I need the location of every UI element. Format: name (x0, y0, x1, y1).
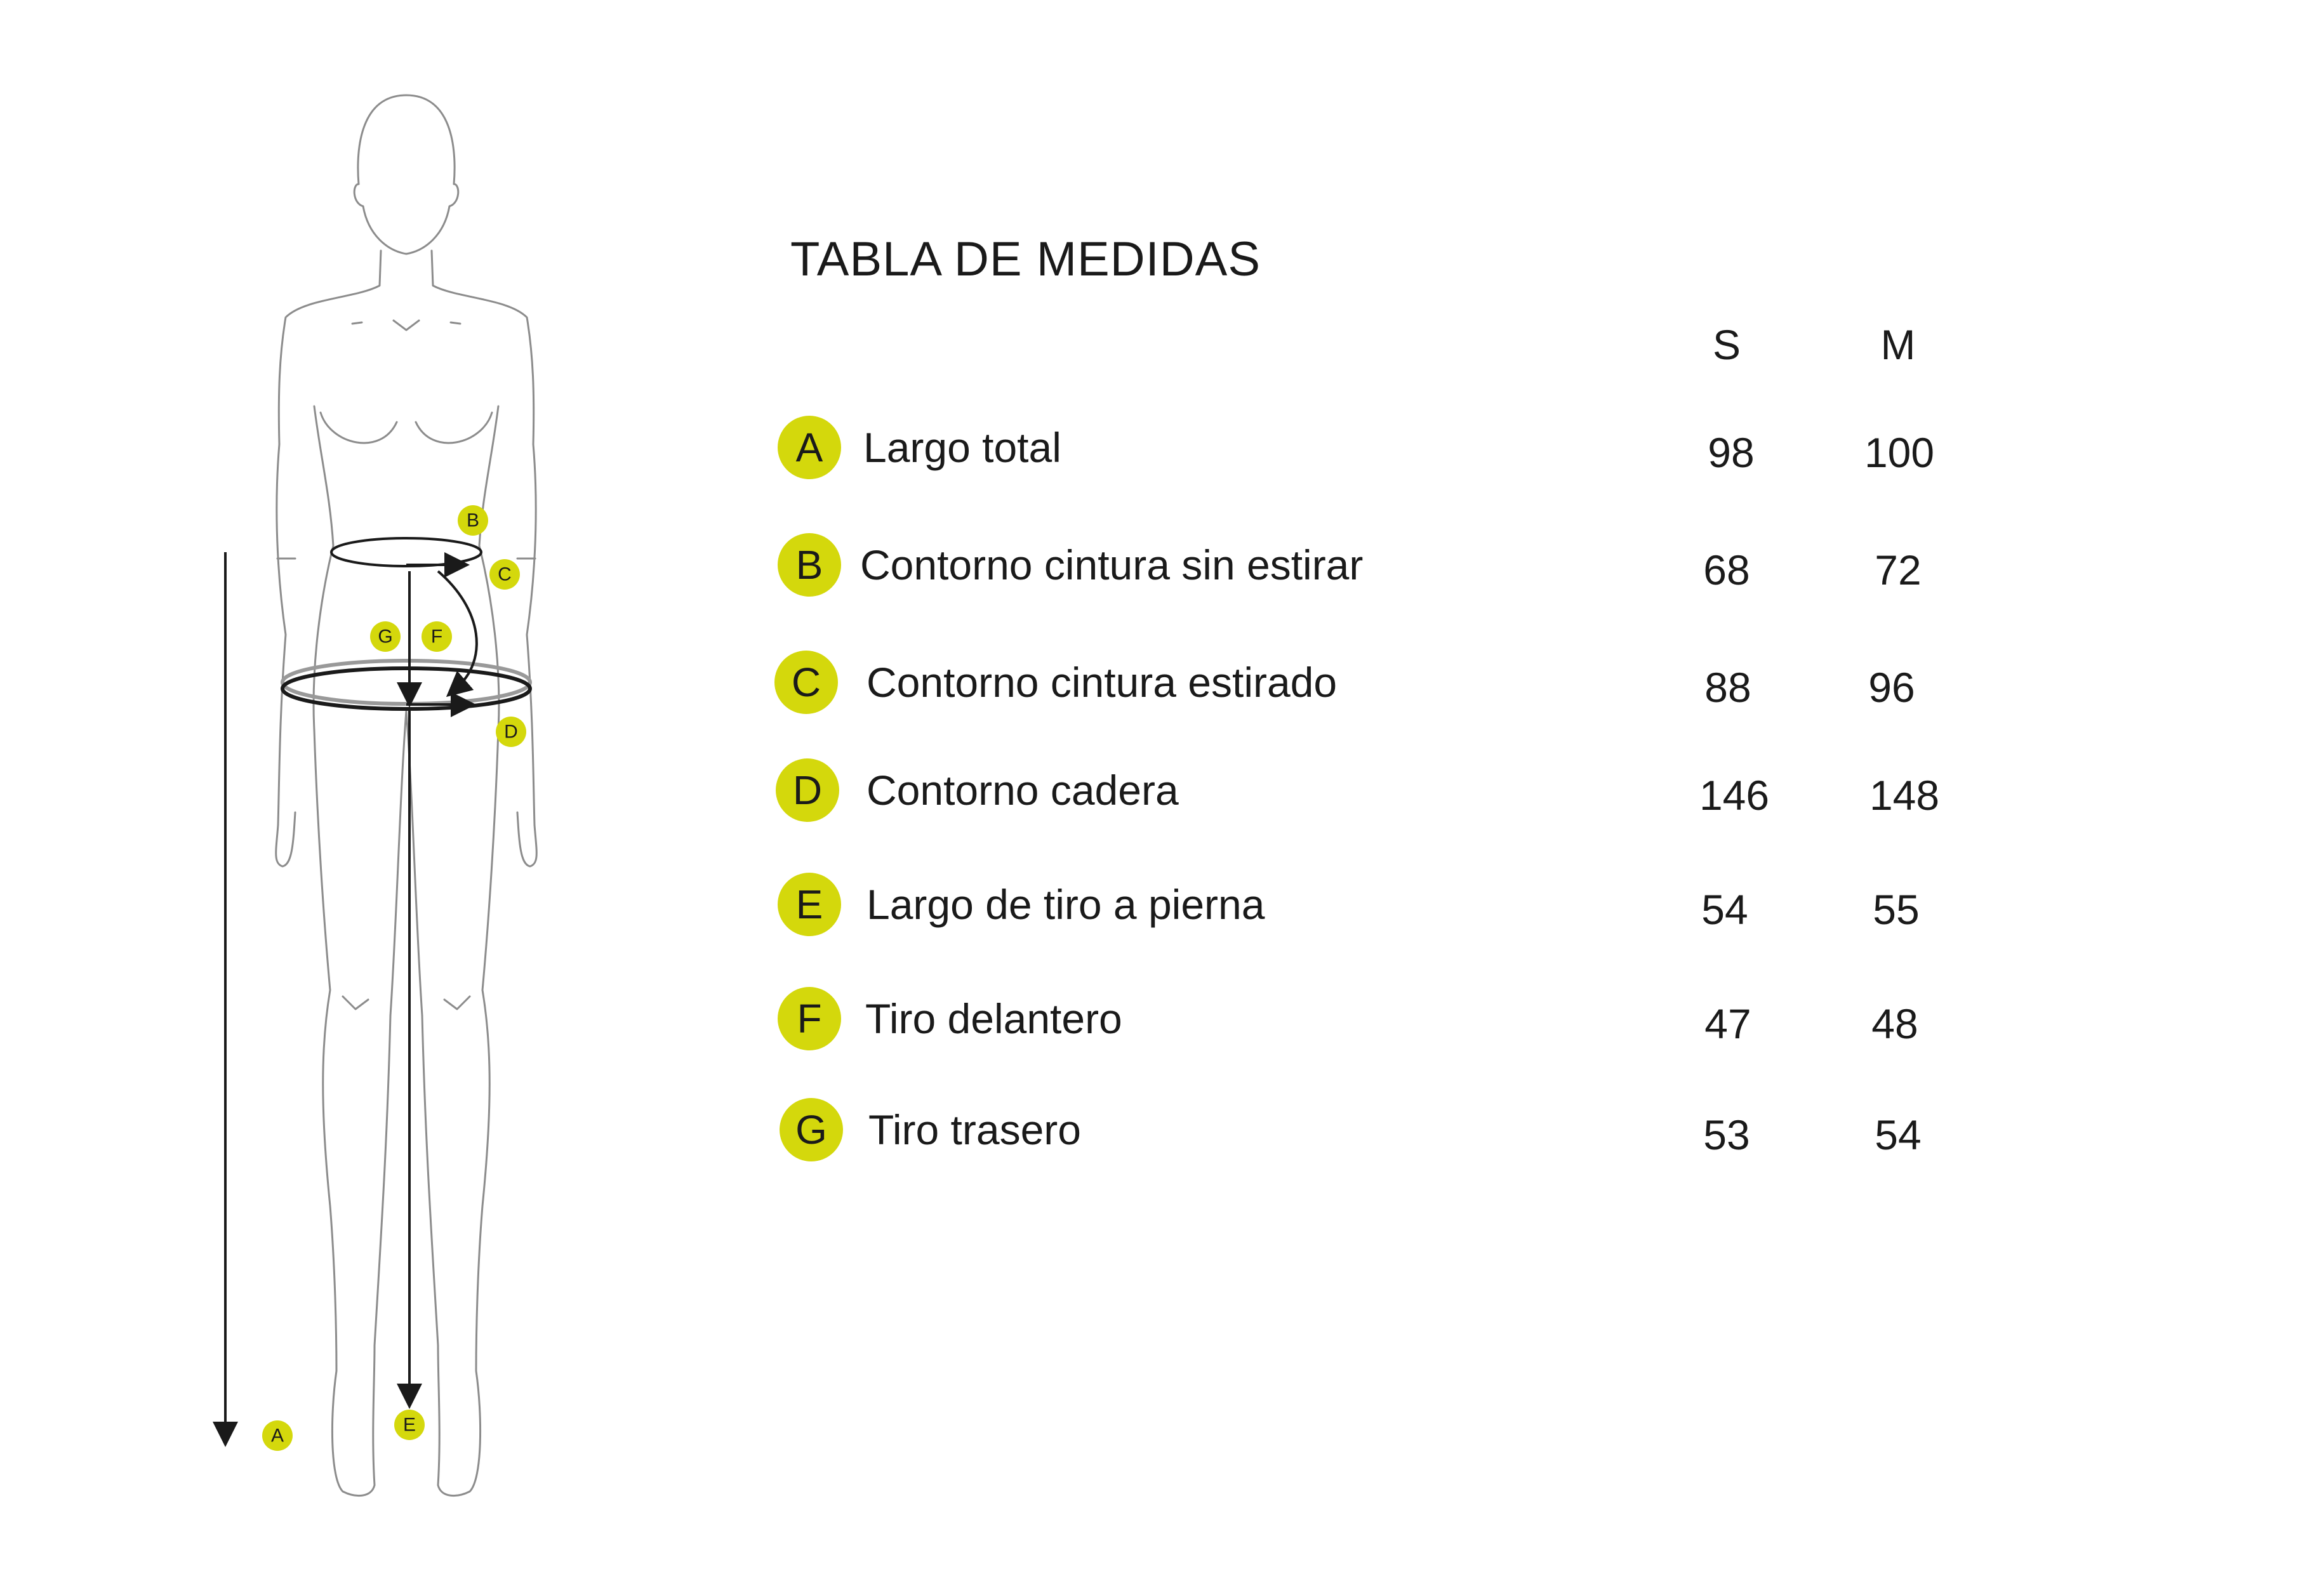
marker-b-label: B (466, 510, 480, 531)
row-value-s: 98 (1708, 429, 1755, 476)
row-badge: G (780, 1098, 843, 1161)
size-header-m: M (1880, 321, 1916, 368)
row-label: Tiro delantero (865, 995, 1122, 1042)
marker-e-label: E (402, 1414, 416, 1436)
row-value-m: 148 (1869, 772, 1940, 819)
table-title: TABLA DE MEDIDAS (790, 232, 1261, 286)
marker-a (262, 1420, 293, 1451)
row-badge: B (778, 533, 841, 597)
measure-row-a (0, 416, 2324, 492)
marker-e (394, 1410, 425, 1440)
row-value-m: 72 (1875, 546, 1922, 593)
row-label: Tiro trasero (868, 1106, 1081, 1153)
marker-f (422, 621, 452, 652)
row-value-s: 54 (1701, 886, 1748, 933)
marker-g (370, 621, 401, 652)
row-value-m: 55 (1873, 886, 1920, 933)
row-value-m: 48 (1871, 1000, 1918, 1047)
marker-g-label: G (378, 626, 393, 647)
row-badge: C (774, 651, 838, 714)
row-value-s: 146 (1699, 772, 1770, 819)
measure-row-e (0, 873, 2324, 949)
measure-row-c (0, 651, 2324, 727)
row-badge: E (778, 873, 841, 936)
row-value-m: 96 (1868, 664, 1915, 711)
row-badge: D (776, 758, 839, 822)
row-label: Largo de tiro a pierna (867, 881, 1265, 928)
measure-row-b (0, 533, 2324, 609)
row-value-s: 47 (1704, 1000, 1751, 1047)
size-header-s: S (1712, 321, 1741, 368)
marker-f-label: F (430, 626, 443, 647)
row-value-m: 54 (1875, 1111, 1922, 1158)
marker-d-label: D (504, 721, 518, 743)
row-value-m: 100 (1864, 429, 1935, 476)
row-badge: F (778, 987, 841, 1050)
row-label: Contorno cintura sin estirar (860, 541, 1364, 588)
row-label: Contorno cadera (867, 767, 1179, 814)
marker-a-label: A (270, 1425, 284, 1446)
measure-row-d (0, 758, 2324, 835)
row-value-s: 53 (1703, 1111, 1750, 1158)
row-value-s: 68 (1703, 546, 1750, 593)
row-label: Largo total (863, 424, 1061, 471)
row-badge: A (778, 416, 841, 479)
marker-b (458, 505, 488, 536)
row-value-s: 88 (1704, 664, 1751, 711)
row-label: Contorno cintura estirado (867, 659, 1338, 706)
measure-row-g (0, 1098, 2324, 1174)
marker-c-label: C (498, 564, 512, 585)
measure-row-f (0, 987, 2324, 1063)
